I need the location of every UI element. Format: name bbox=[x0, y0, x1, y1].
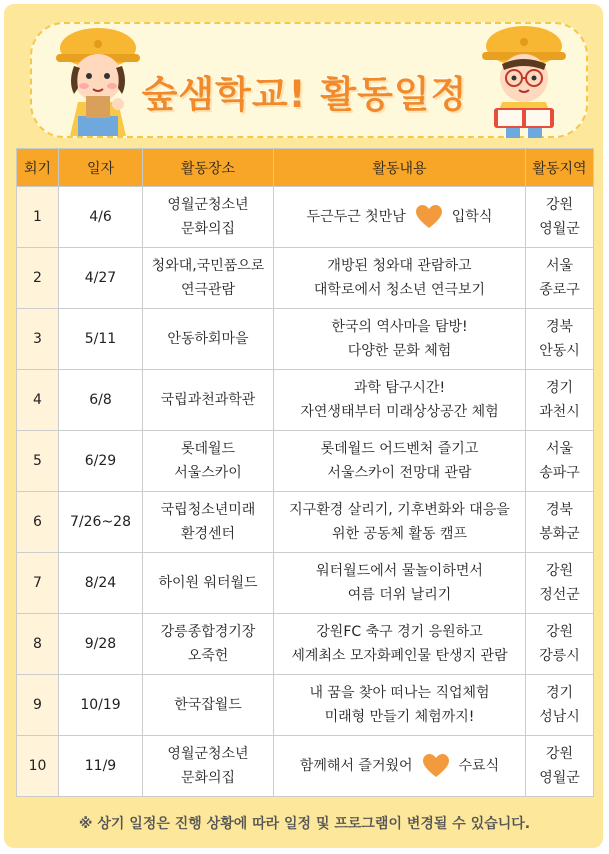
region-cell: 강원 영월군 bbox=[526, 187, 594, 248]
region-cell: 강원 강릉시 bbox=[526, 614, 594, 675]
place-cell: 국립과천과학관 bbox=[143, 370, 274, 431]
date-cell: 4/27 bbox=[59, 248, 143, 309]
content-cell bbox=[274, 187, 526, 248]
date-cell: 8/24 bbox=[59, 553, 143, 614]
content-cell bbox=[274, 736, 526, 797]
session-number: 4 bbox=[17, 370, 59, 431]
table-row bbox=[17, 675, 594, 736]
content-label: 수료식 bbox=[458, 758, 500, 774]
content-cell: 내 꿈을 찾아 떠나는 직업체험 미래형 만들기 체험까지! bbox=[274, 675, 526, 736]
region-cell: 경기 과천시 bbox=[526, 370, 594, 431]
place-cell: 청와대,국민품으로 연극관람 bbox=[143, 248, 274, 309]
header-content: 활동내용 bbox=[274, 149, 526, 187]
content-text: 두근두근 첫만남 bbox=[306, 209, 406, 225]
session-number: 1 bbox=[17, 187, 59, 248]
heart-icon bbox=[416, 205, 442, 229]
date-cell: 6/8 bbox=[59, 370, 143, 431]
region-cell: 서울 송파구 bbox=[526, 431, 594, 492]
table-row bbox=[17, 187, 594, 248]
content-label: 입학식 bbox=[451, 209, 493, 225]
content-cell: 과학 탐구시간! 자연생태부터 미래상상공간 체험 bbox=[274, 370, 526, 431]
place-cell: 한국잡월드 bbox=[143, 675, 274, 736]
content-cell: 롯데월드 어드벤처 즐기고 서울스카이 전망대 관람 bbox=[274, 431, 526, 492]
content-cell: 개방된 청와대 관람하고 대학로에서 청소년 연극보기 bbox=[274, 248, 526, 309]
content-cell: 한국의 역사마을 탐방! 다양한 문화 체험 bbox=[274, 309, 526, 370]
page-title: 숲샘학교! 활동일정 bbox=[141, 73, 468, 116]
session-number: 7 bbox=[17, 553, 59, 614]
session-number: 6 bbox=[17, 492, 59, 553]
header-session: 회기 bbox=[17, 149, 59, 187]
table-row bbox=[17, 614, 594, 675]
date-cell: 5/11 bbox=[59, 309, 143, 370]
session-number: 5 bbox=[17, 431, 59, 492]
table-header-row bbox=[17, 149, 594, 187]
date-cell: 11/9 bbox=[59, 736, 143, 797]
table-row bbox=[17, 492, 594, 553]
content-cell: 워터월드에서 물놀이하면서 여름 더위 날리기 bbox=[274, 553, 526, 614]
session-number: 2 bbox=[17, 248, 59, 309]
date-cell: 10/19 bbox=[59, 675, 143, 736]
region-cell: 경기 성남시 bbox=[526, 675, 594, 736]
place-cell: 안동하회마을 bbox=[143, 309, 274, 370]
place-cell: 롯데월드 서울스카이 bbox=[143, 431, 274, 492]
schedule-notice: ※ 상기 일정은 진행 상황에 따라 일정 및 프로그램이 변경될 수 있습니다. bbox=[78, 816, 531, 832]
date-cell: 4/6 bbox=[59, 187, 143, 248]
header-region: 활동지역 bbox=[526, 149, 594, 187]
session-number: 10 bbox=[17, 736, 59, 797]
region-cell: 서울 종로구 bbox=[526, 248, 594, 309]
place-cell: 강릉종합경기장 오죽헌 bbox=[143, 614, 274, 675]
date-cell: 7/26~28 bbox=[59, 492, 143, 553]
date-cell: 6/29 bbox=[59, 431, 143, 492]
activity-schedule-table bbox=[16, 148, 594, 797]
table-row bbox=[17, 248, 594, 309]
table-row bbox=[17, 309, 594, 370]
region-cell: 경북 안동시 bbox=[526, 309, 594, 370]
place-cell: 국립청소년미래 환경센터 bbox=[143, 492, 274, 553]
date-cell: 9/28 bbox=[59, 614, 143, 675]
heart-icon bbox=[423, 754, 449, 778]
region-cell: 강원 정선군 bbox=[526, 553, 594, 614]
session-number: 8 bbox=[17, 614, 59, 675]
content-cell: 지구환경 살리기, 기후변화와 대응을 위한 공동체 활동 캠프 bbox=[274, 492, 526, 553]
session-number: 9 bbox=[17, 675, 59, 736]
content-cell: 강원FC 축구 경기 응원하고 세계최소 모자화폐인물 탄생지 관람 bbox=[274, 614, 526, 675]
place-cell: 하이원 워터월드 bbox=[143, 553, 274, 614]
place-cell: 영월군청소년 문화의집 bbox=[143, 187, 274, 248]
content-text: 함께해서 즐거웠어 bbox=[299, 758, 413, 774]
place-cell: 영월군청소년 문화의집 bbox=[143, 736, 274, 797]
region-cell: 강원 영월군 bbox=[526, 736, 594, 797]
table-row bbox=[17, 431, 594, 492]
region-cell: 경북 봉화군 bbox=[526, 492, 594, 553]
header-date: 일자 bbox=[59, 149, 143, 187]
session-number: 3 bbox=[17, 309, 59, 370]
header-place: 활동장소 bbox=[143, 149, 274, 187]
table-row bbox=[17, 370, 594, 431]
table-row bbox=[17, 736, 594, 797]
table-row bbox=[17, 553, 594, 614]
